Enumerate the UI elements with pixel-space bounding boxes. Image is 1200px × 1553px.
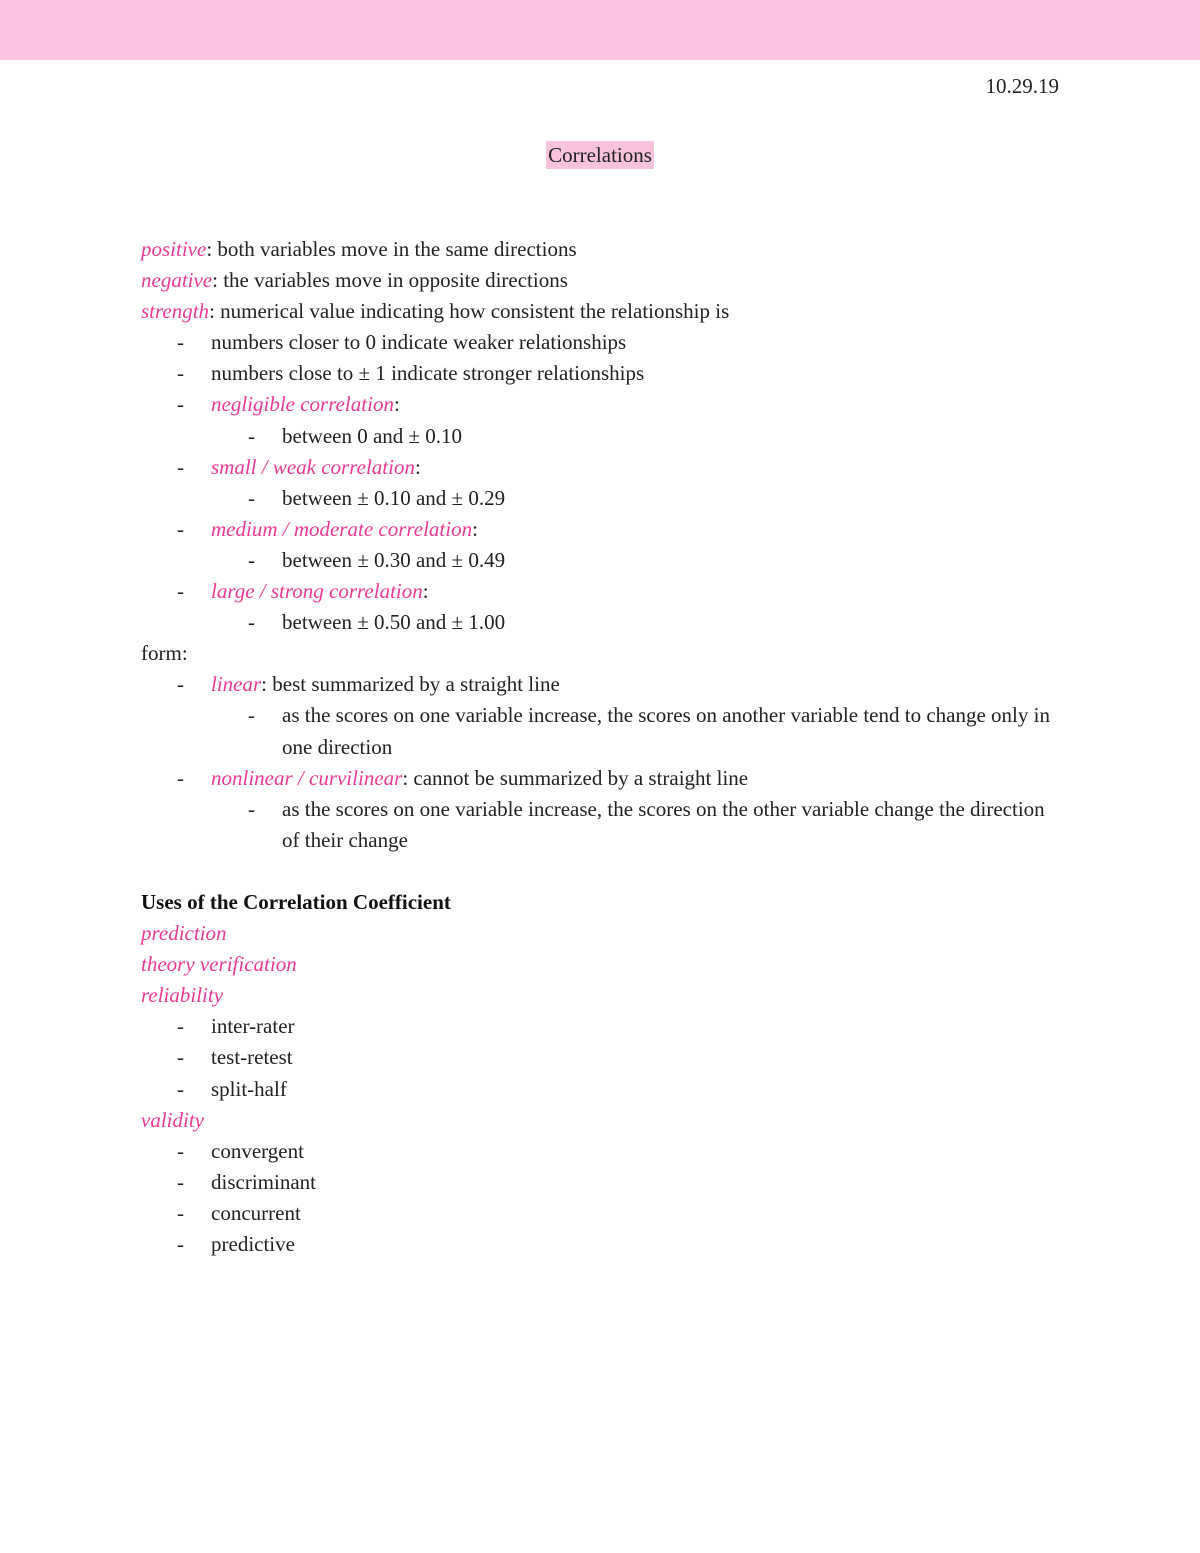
bullet-dash: - [177,392,184,417]
bullet-dash: - [248,485,255,510]
list-item-text: numbers closer to 0 indicate weaker relationships [211,330,627,355]
list-item [141,1074,1061,1105]
notes-body [141,234,1061,1260]
term-negligible: negligible correlation [211,392,394,417]
colon: : [472,516,478,541]
list-item-text: : best summarized by a straight line [261,672,560,697]
definition-negative [141,265,1061,296]
sub-list-item [141,483,1061,514]
list-item [141,514,1061,545]
list-item [141,452,1061,483]
colon: : [393,392,400,417]
bullet-dash: - [177,672,184,697]
bullet-dash: - [248,796,255,821]
colon: : [414,454,421,479]
detail-text: as the scores on one variable increase, the scores on another variable tend to change only in one direction [282,703,1050,759]
bullet-dash: - [177,1169,184,1194]
term-linear: linear [211,672,262,697]
term-small: small / weak correlation [211,454,415,479]
sub-list-item [141,421,1061,452]
list-item-text: predictive [211,1232,295,1256]
list-item [141,1011,1061,1042]
definition-positive [141,234,1061,265]
sub-list-item [141,794,1061,856]
term-medium: medium / moderate correlation [211,516,473,541]
bullet-dash: - [177,454,184,479]
list-item-text: convergent [211,1138,304,1163]
spacer [141,856,1061,887]
bullet-dash: - [177,516,184,541]
list-item [141,1229,1061,1260]
colon: : [422,579,429,604]
bullet-dash: - [177,1076,184,1101]
list-item-text: test-retest [211,1045,293,1070]
definition-text: : numerical value indicating how consistent the relationship is [209,299,730,324]
range-text: between ± 0.10 and ± 0.29 [282,485,506,510]
list-item [141,358,1061,389]
bullet-dash: - [177,1200,184,1225]
term-nonlinear: nonlinear / curvilinear [211,765,403,790]
range-text: between 0 and ± 0.10 [282,423,463,448]
list-item [141,327,1061,358]
definition-strength [141,296,1061,327]
bullet-dash: - [177,765,184,790]
sub-list-item [141,545,1061,576]
bullet-dash: - [177,579,184,604]
bullet-dash: - [248,547,255,572]
term-theory-verification: theory verification [141,952,297,977]
sub-list-item [141,607,1061,638]
range-text: between ± 0.30 and ± 0.49 [282,547,506,572]
term-prediction: prediction [141,921,227,946]
list-item [141,576,1061,607]
term-negative: negative [141,268,213,293]
list-item [141,1167,1061,1198]
term-validity: validity [141,1107,204,1132]
term-strength: strength [141,299,210,324]
sub-list-item [141,700,1061,762]
definition-text: : the variables move in opposite directions [212,268,568,293]
range-text: between ± 0.50 and ± 1.00 [282,610,506,635]
list-item [141,1198,1061,1229]
list-item [141,669,1061,700]
detail-text: as the scores on one variable increase, the scores on the other variable change the direction of their change [282,796,1045,852]
list-item-text: discriminant [211,1169,316,1194]
document-title: Correlations [548,143,652,167]
list-item-text: numbers close to ± 1 indicate stronger relationships [211,361,645,386]
list-item-text: concurrent [211,1200,301,1225]
list-item-text: split-half [211,1076,287,1101]
bullet-dash: - [248,610,255,635]
list-item-text: : cannot be summarized by a straight line [402,765,749,790]
term-reliability: reliability [141,983,224,1008]
list-item [141,389,1061,420]
bullet-dash: - [177,361,184,386]
bullet-dash: - [177,1045,184,1070]
term-positive: positive [141,237,207,261]
bullet-dash: - [177,1138,184,1163]
title-row [0,141,1200,169]
list-item-text: inter-rater [211,1014,295,1039]
section-heading: Uses of the Correlation Coefficient [141,889,451,914]
list-item [141,763,1061,794]
bullet-dash: - [248,703,255,728]
document-date: 10.29.19 [985,74,1059,98]
form-label: form: [141,641,188,666]
bullet-dash: - [177,1014,184,1039]
list-item [141,1136,1061,1167]
top-color-band [0,0,1200,60]
bullet-dash: - [248,423,255,448]
list-item [141,1042,1061,1073]
bullet-dash: - [177,1232,184,1256]
bullet-dash: - [177,330,184,355]
definition-text: : both variables move in the same directions [206,237,577,261]
term-large: large / strong correlation [211,579,423,604]
